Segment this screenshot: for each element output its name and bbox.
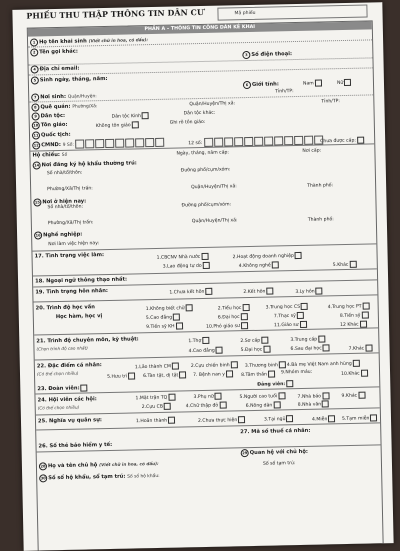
education-option-11[interactable]: 11.Giáo sư [274, 321, 307, 328]
qualification-option-5[interactable]: 5.Đại học [240, 346, 270, 353]
checkbox[interactable] [168, 417, 175, 424]
curr-ward-label: Phường/Xã/Thị trấn: [47, 220, 94, 227]
divider [33, 294, 377, 302]
trait-option-10[interactable]: 10.Khác [341, 370, 368, 377]
field-3-phone[interactable]: 3 Số điện thoại: [242, 50, 292, 59]
perm-district-label: Quận/Huyện/Thị xã: [191, 184, 237, 191]
form-title: PHIẾU THU THẬP THÔNG TIN DÂN CƯ [26, 7, 204, 21]
checkbox[interactable] [358, 392, 365, 399]
military-option-3[interactable]: 3.Tại ngũ [264, 415, 294, 422]
checkbox[interactable] [278, 392, 285, 399]
section-a-header: PHẦN A – THÔNG TIN CÔNG DÂN KÊ KHAI [28, 21, 372, 36]
assoc-option-5[interactable]: 5.Người cao tuổi [239, 392, 285, 400]
passport-issue-date-label: Ngày, tháng, năm cấp: [176, 150, 230, 157]
checkbox[interactable] [241, 322, 248, 329]
field-19-marital-status: 19. Tình trạng hôn nhân: [35, 287, 109, 296]
field-8-hometown[interactable]: 8 Quê quán: Phường/Xã: [31, 102, 97, 111]
field-28-household-head[interactable]: 28 Họ và tên chủ hộ (Viết chữ in hoa, có dấu): [40, 460, 159, 470]
form-code-box[interactable]: Mã phiếu [217, 4, 367, 20]
education-option-12[interactable]: 12 Khác [340, 321, 367, 328]
field-15-current-address: 15 Nơi ở hiện nay: [34, 198, 87, 206]
ethnicity-other-label: Dân tộc khác: [183, 110, 216, 117]
marital-option-1[interactable]: 1.Chưa kết hôn [169, 288, 212, 296]
checkbox[interactable] [360, 321, 367, 328]
military-option-4[interactable]: 4.Miễn [312, 415, 336, 422]
assoc-option-1[interactable]: 1.Mặt trận TQ [135, 394, 175, 402]
perm-ward-label: Phường/Xã/Thị trấn: [47, 186, 93, 193]
checkbox[interactable] [173, 313, 180, 320]
gender-female-option[interactable]: Nữ [337, 79, 351, 86]
trait-option-7[interactable]: 7. Bệnh nan y [193, 370, 233, 378]
field-18-foreign-language[interactable]: 18. Ngoại ngữ thông thạo nhất: [35, 276, 128, 285]
education-option-5[interactable]: 5.Cao đẳng [146, 313, 180, 320]
checkbox[interactable] [176, 322, 183, 329]
checkbox[interactable] [273, 401, 280, 408]
checkbox[interactable] [132, 121, 139, 128]
ethnicity-kinh-option[interactable]: Dân tộc Kinh [112, 112, 150, 120]
perm-street-label: Đường phố/cụm/xóm: [180, 167, 231, 174]
assoc-option-6[interactable]: 6.Nông dân [246, 401, 281, 408]
id-9-digit-cells[interactable] [76, 138, 166, 149]
checkbox[interactable] [272, 261, 279, 268]
field-11-nationality[interactable]: 11 Quốc tịch: [33, 131, 71, 139]
education-option-8[interactable]: 8.Tiến sỹ [340, 312, 369, 319]
field-25-military-service: 25. Nghĩa vụ quân sự: [37, 417, 103, 425]
employment-option-1[interactable]: 1.CBCNV Nhà nước [157, 253, 209, 261]
field-26-health-insurance[interactable]: 26. Số thẻ bảo hiểm y tế: [38, 441, 113, 450]
field-6-gender: 6 Giới tính: [243, 80, 279, 89]
checkbox[interactable] [219, 402, 226, 409]
trait-option-1[interactable]: 1.Lão thành CM [135, 363, 179, 371]
checkbox[interactable] [172, 363, 179, 370]
field-12-id-card: 12 CMND: 9 Số: [32, 138, 166, 150]
checkbox[interactable] [179, 371, 186, 378]
curr-house-no-label: Số nhà/tổ/thôn: [47, 204, 84, 211]
qualification-option-1[interactable]: 1.Thợ [188, 337, 209, 344]
trait-option-6[interactable]: 6.Tàn tật, dị tật [143, 371, 186, 379]
checkbox[interactable] [263, 346, 270, 353]
checkbox[interactable] [323, 344, 330, 351]
assoc-option-8[interactable]: 8.Nhà văn [298, 400, 330, 407]
checkbox[interactable] [328, 415, 335, 422]
checkbox[interactable] [241, 313, 248, 320]
qualification-option-7[interactable]: 7.Khác [348, 344, 372, 351]
field-5-dob[interactable]: 5 Sinh ngày, tháng, năm: [31, 75, 108, 85]
checkbox[interactable] [168, 394, 175, 401]
education-option-1[interactable]: 1.Không biết chữ [146, 304, 193, 312]
form-paper [12, 2, 393, 551]
field-23-youth-union[interactable]: 23. Đoàn viên: [37, 384, 87, 392]
checkbox[interactable] [279, 361, 286, 368]
field-20-education: 20. Trình độ học vấn [35, 304, 95, 312]
checkbox[interactable] [316, 287, 323, 294]
curr-street-label: Đường phố/cụm/xóm: [181, 202, 232, 209]
field-24-associations: 24. Hội viên các hội: [37, 396, 97, 404]
field-13-passport[interactable]: Hộ chiếu: Số [32, 151, 68, 159]
checkbox[interactable] [365, 344, 372, 351]
checkbox[interactable] [318, 335, 325, 342]
curr-city-label: Thành phố: [307, 217, 334, 223]
qualification-option-2[interactable]: 2.Sơ cấp [240, 337, 268, 344]
field-20-academic-title: Học hàm, học vị [55, 313, 103, 321]
birthplace-province-label: Tỉnh/TP: [275, 89, 294, 95]
field-24-note: (Có thể chọn nhiều) [37, 404, 80, 411]
checkbox[interactable] [205, 288, 212, 295]
trait-option-2[interactable]: 2.Cựu chiến binh [191, 361, 238, 369]
id-12-digit-field[interactable]: 12 số: [188, 135, 324, 147]
temp-residence-book-label: Số sổ tạm trú: [262, 461, 296, 467]
checkbox[interactable] [299, 321, 306, 328]
assoc-option-2[interactable]: 2.Cựu CB [142, 403, 171, 410]
education-option-3[interactable]: 3.Trung học CS [266, 303, 309, 311]
employment-option-3[interactable]: 3.Lao động tự do [163, 262, 210, 270]
checkbox[interactable] [203, 262, 210, 269]
field-22-note: (Có thể chọn nhiều) [36, 370, 79, 377]
field-2-other-name[interactable]: 2 Tên gọi khác: [30, 48, 78, 57]
divider [33, 268, 377, 276]
checkbox[interactable] [297, 312, 304, 319]
field-29-relation-to-head[interactable]: 29 Quan hệ với chủ hộ: [242, 448, 309, 457]
assoc-option-4[interactable]: 4.Chữ thập đỏ [186, 402, 227, 410]
checkbox[interactable] [164, 403, 171, 410]
field-16-occupation[interactable]: 16 Nghề nghiệp: [35, 231, 83, 239]
checkbox[interactable] [361, 312, 368, 319]
checkbox[interactable] [361, 370, 368, 377]
trait-option-3[interactable]: 3.Thương binh [245, 361, 286, 369]
checkbox[interactable] [142, 112, 149, 119]
trait-option-8[interactable]: 8.Tâm thần [241, 371, 275, 378]
checkbox[interactable] [353, 360, 360, 367]
field-9-ethnicity: 9 Dân tộc: [32, 112, 66, 121]
employment-option-2[interactable]: 2.Hoạt động doanh nghiệp [233, 252, 302, 260]
party-member-option[interactable]: Đảng viên: [257, 380, 293, 388]
trait-option-5[interactable]: 5.Hưu trí [107, 372, 135, 379]
perm-city-label: Thành phố: [307, 183, 334, 189]
form-frame [27, 20, 384, 550]
education-option-6[interactable]: 6.Đại học [218, 313, 248, 320]
checkbox[interactable] [215, 393, 222, 400]
checkbox[interactable] [81, 384, 88, 391]
checkbox[interactable] [370, 414, 377, 421]
checkbox[interactable] [266, 288, 273, 295]
checkbox[interactable] [322, 400, 329, 407]
military-option-1[interactable]: 1.Hoãn thành [136, 417, 175, 425]
qualification-option-4[interactable]: 4.Cao đẳng [188, 347, 222, 354]
hometown-district-label: Quận/Huyện/Thị xã: [189, 101, 236, 108]
divider [29, 67, 373, 75]
field-21-qualification: 21. Trình độ chuyên môn, kỹ thuật: [36, 336, 139, 345]
assoc-option-3[interactable]: 3.Phụ nữ [193, 393, 221, 400]
checkbox[interactable] [128, 372, 135, 379]
gender-male-option[interactable]: Nam [303, 79, 322, 86]
divider [29, 57, 373, 65]
checkbox[interactable] [344, 79, 351, 86]
qualification-option-6[interactable]: 6.Sau đại học [290, 344, 329, 352]
employment-option-5[interactable]: 5.Khác [333, 261, 357, 268]
checkbox[interactable] [186, 304, 193, 311]
checkbox[interactable] [238, 416, 245, 423]
employment-option-4[interactable]: 4.Không nghề [239, 261, 279, 269]
military-option-5[interactable]: 5.Tạm miễn [342, 414, 378, 421]
curr-district-label: Quận/Huyện/Thị xã: [191, 218, 238, 225]
checkbox[interactable] [301, 303, 308, 310]
education-option-7[interactable]: 7.Thạc sỹ [274, 312, 304, 319]
passport-issue-place-label: Nơi cấp: [302, 148, 322, 154]
checkbox[interactable] [315, 79, 322, 86]
trait-option-9: 9.Nhóm máu: [280, 369, 313, 376]
checkbox[interactable] [226, 370, 233, 377]
field-27-tax-code[interactable]: 27. Mã số thuế cá nhân: [240, 427, 311, 436]
no-religion-option[interactable]: Không tôn giáo [96, 121, 139, 129]
field-17-employment: 17. Tình trạng việc làm: [34, 252, 105, 260]
checkbox[interactable] [357, 137, 364, 144]
field-1-birth-name[interactable]: 1 Họ tên khai sinh (Viết chữ in hoa, có dấu): [30, 36, 148, 46]
checkbox[interactable] [261, 337, 268, 344]
checkbox[interactable] [362, 303, 369, 310]
military-option-2[interactable]: 2.Chưa thực hiện [198, 416, 245, 424]
checkbox[interactable] [322, 392, 329, 399]
field-21-note: (Chọn trình độ cao nhất) [36, 345, 88, 352]
checkbox[interactable] [268, 371, 275, 378]
perm-house-no-label: Số nhà/tổ/thôn: [46, 170, 83, 177]
hometown-province-label: Tỉnh/TP: [321, 99, 340, 105]
workplace-label: Nơi làm việc hiện nay: [48, 241, 100, 248]
field-7-birthplace[interactable]: 7 Nơi sinh: Quận/Huyện: [31, 92, 97, 101]
marital-option-3[interactable]: 3.Ly hôn [295, 287, 322, 294]
checkbox[interactable] [201, 253, 208, 260]
checkbox[interactable] [231, 361, 238, 368]
education-option-2[interactable]: 2.Tiểu học [218, 304, 250, 311]
religion-specify-label: Ghi rõ tôn giáo: [169, 119, 206, 126]
field-22-personal-traits: 22. Đặc điểm cá nhân: [36, 362, 102, 370]
checkbox[interactable] [216, 347, 223, 354]
checkbox[interactable] [295, 252, 302, 259]
assoc-option-9[interactable]: 9.Khác [341, 392, 365, 399]
field-4-email[interactable]: 4 Địa chỉ email: [31, 65, 80, 74]
field-30-household-book[interactable]: 30 Số sổ hộ khẩu, sổ tạm trú: Số sổ hộ khẩu: [40, 473, 160, 482]
trait-option-4[interactable]: 4.Bà mẹ Việt Nam anh hùng [287, 360, 360, 368]
education-option-9[interactable]: 9.Tiến sỹ KH [146, 322, 183, 330]
checkbox[interactable] [242, 304, 249, 311]
education-option-4[interactable]: 4.Trung học PT [328, 303, 370, 311]
checkbox[interactable] [286, 415, 293, 422]
checkbox[interactable] [202, 337, 209, 344]
field-14-permanent-address: 14 Nơi đăng ký hộ khẩu thường trú: [34, 160, 137, 169]
id-not-issued-option[interactable]: Chưa được cấp: [320, 137, 364, 145]
checkbox[interactable] [349, 261, 356, 268]
assoc-option-7[interactable]: 7.Nhà báo [297, 392, 329, 399]
marital-option-2[interactable]: 2.Kết hôn [243, 288, 273, 295]
qualification-option-3[interactable]: 3.Trung cấp [290, 335, 325, 342]
checkbox[interactable] [286, 380, 293, 387]
education-option-10[interactable]: 10.Phó giáo sư [206, 322, 248, 330]
field-10-religion: 10 Tôn giáo: [33, 121, 68, 129]
